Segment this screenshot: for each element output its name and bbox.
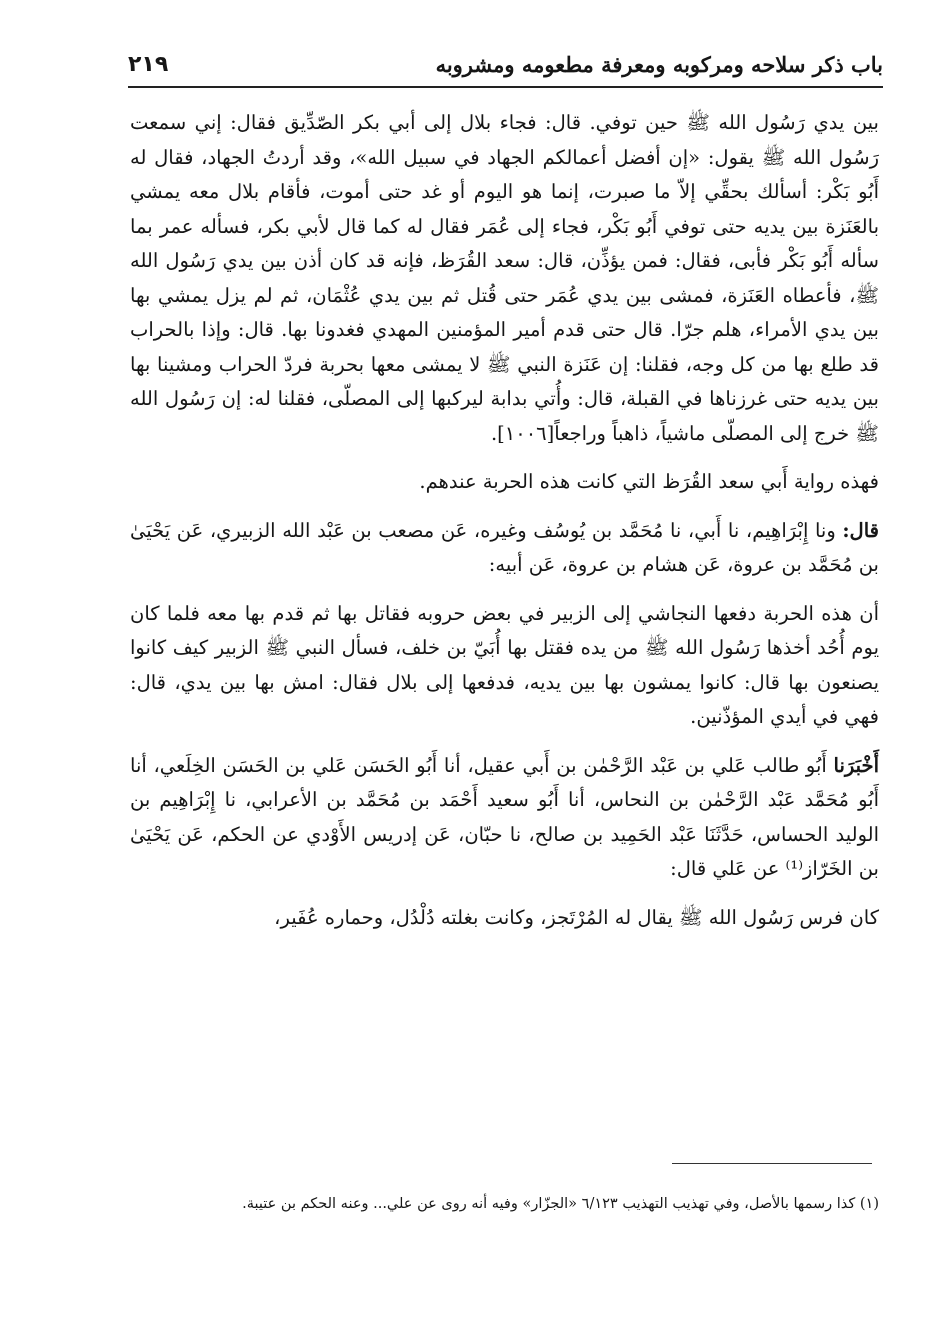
- paragraph: [130, 465, 879, 500]
- footnote: (١) كذا رسمها بالأصل، وفي تهذيب التهذيب ٦/١٢٣ «الجزّار» وفيه أنه روى عن علي... وعنه الحكم بن عتيبة.: [242, 1196, 879, 1212]
- paragraph: [130, 597, 879, 735]
- paragraph-lead: أَخْبَرَنا: [833, 753, 879, 777]
- paragraph: [130, 901, 879, 936]
- chapter-title: باب ذكر سلاحه ومركوبه ومعرفة مطعومه ومشروبه: [435, 51, 883, 77]
- paragraph: [130, 106, 879, 451]
- paragraph-text: فهذه رواية أَبي سعد القُرَظ التي كانت هذه الحربة عندهم.: [419, 470, 879, 493]
- paragraph-text: أن هذه الحربة دفعها النجاشي إلى الزبير في بعض حروبه فقاتل بها ثم قدم بها معه فلما كان يوم أُحُد أخذها رَسُول الله ﷺ من يده فقتل بها أُبَيّ بن خلف، فسأل النبي ﷺ الزبير كيف كانوا يصنعون بها قال: كانوا يمشون بها بين يديه، فدفعها إلى بلال فقال: امش بها بين يدي، قال: فهي في أيدي المؤذّنين.: [130, 601, 879, 728]
- header-rule: [128, 86, 883, 88]
- paragraph-text: ونا إِبْرَاهِيم، نا أَبي، نا مُحَمَّد بن يُوسُف وغيره، عَن مصعب بن عَبْد الله الزبيري، عَن يَحْيَىٰ بن مُحَمَّد بن عروة، عَن هشام بن عروة، عَن أبيه:: [130, 518, 879, 576]
- paragraph-text: كان فرس رَسُول الله ﷺ يقال له المُرْتَجز، وكانت بغلته دُلْدُل، وحماره عُفَير،: [274, 905, 879, 929]
- footnote-rule: [672, 1163, 872, 1164]
- paragraph-text: أَبُو طالب عَلي بن عَبْد الرَّحْمٰن بن أَبي عقيل، أنا أَبُو الحَسَن عَلي بن الحَسَن الخِلَعي، أنا أَبُو مُحَمَّد عَبْد الرَّحْمٰن بن النحاس، أنا أَبُو سعيد أَحْمَد بن مُحَمَّد بن الأعرابي، نا إِبْرَاهِيم بن الوليد الحساس، حَدَّثَنَا عَبْد الحَمِيد بن صالح، نا حبّان، عَن إدريس الأَوْدي عن الحكم، عَن يَحْيَىٰ بن الخَرّاز⁽¹⁾ عن عَلي قال:: [130, 753, 879, 880]
- paragraph: [130, 749, 879, 887]
- paragraph: [130, 514, 879, 583]
- running-header: [128, 44, 883, 84]
- main-text: [130, 106, 879, 935]
- paragraph-text: بين يدي رَسُول الله ﷺ حين توفي. قال: فجاء بلال إلى أبي بكر الصّدِّيق فقال: إني سمعت رَسُول الله ﷺ يقول: «إن أفضل أعمالكم الجهاد في سبيل الله»، وقد أردتُ الجهاد، فقال له أَبُو بَكْر: أسألك بحقِّي إلاّ ما صبرت، إنما هو اليوم أو غد حتى أموت، فأقام بلال معه يمشي بالعَنَزة بين يديه حتى توفي أَبُو بَكْر، فجاء إلى عُمَر فقال له كما قال لأبي بكر، فسأله عمر بما سأله أَبُو بَكْر فأبى، فقال: فمن يؤذِّن، قال: سعد القُرَظ، فإنه قد كان أذن بين يدي رَسُول الله ﷺ، فأعطاه العَنَزة، فمشى بين يدي عُمَر حتى قُتل ثم بين يدي عُثْمَان، ثم لم يزل يمشي بها بين يدي الأمراء، هلم جرّا. قال حتى قدم أمير المؤمنين المهدي فغدونا بها. قال: وإذا بالحراب قد طلع بها من كل وجه، فقلنا: إن عَنَزة النبي ﷺ لا يمشى معها بحربة فردّ الحراب ومشينا بها بين يديه حتى غرزناها في القبلة، قال: وأُتي بدابة ليركبها إلى المصلّى، فقلنا له: إن رَسُول الله ﷺ خرج إلى المصلّى ماشياً، ذاهباً وراجعاً[١٠٠٦].: [130, 111, 879, 445]
- page-number: ٢١٩: [128, 51, 169, 77]
- paragraph-lead: قال:: [842, 518, 879, 542]
